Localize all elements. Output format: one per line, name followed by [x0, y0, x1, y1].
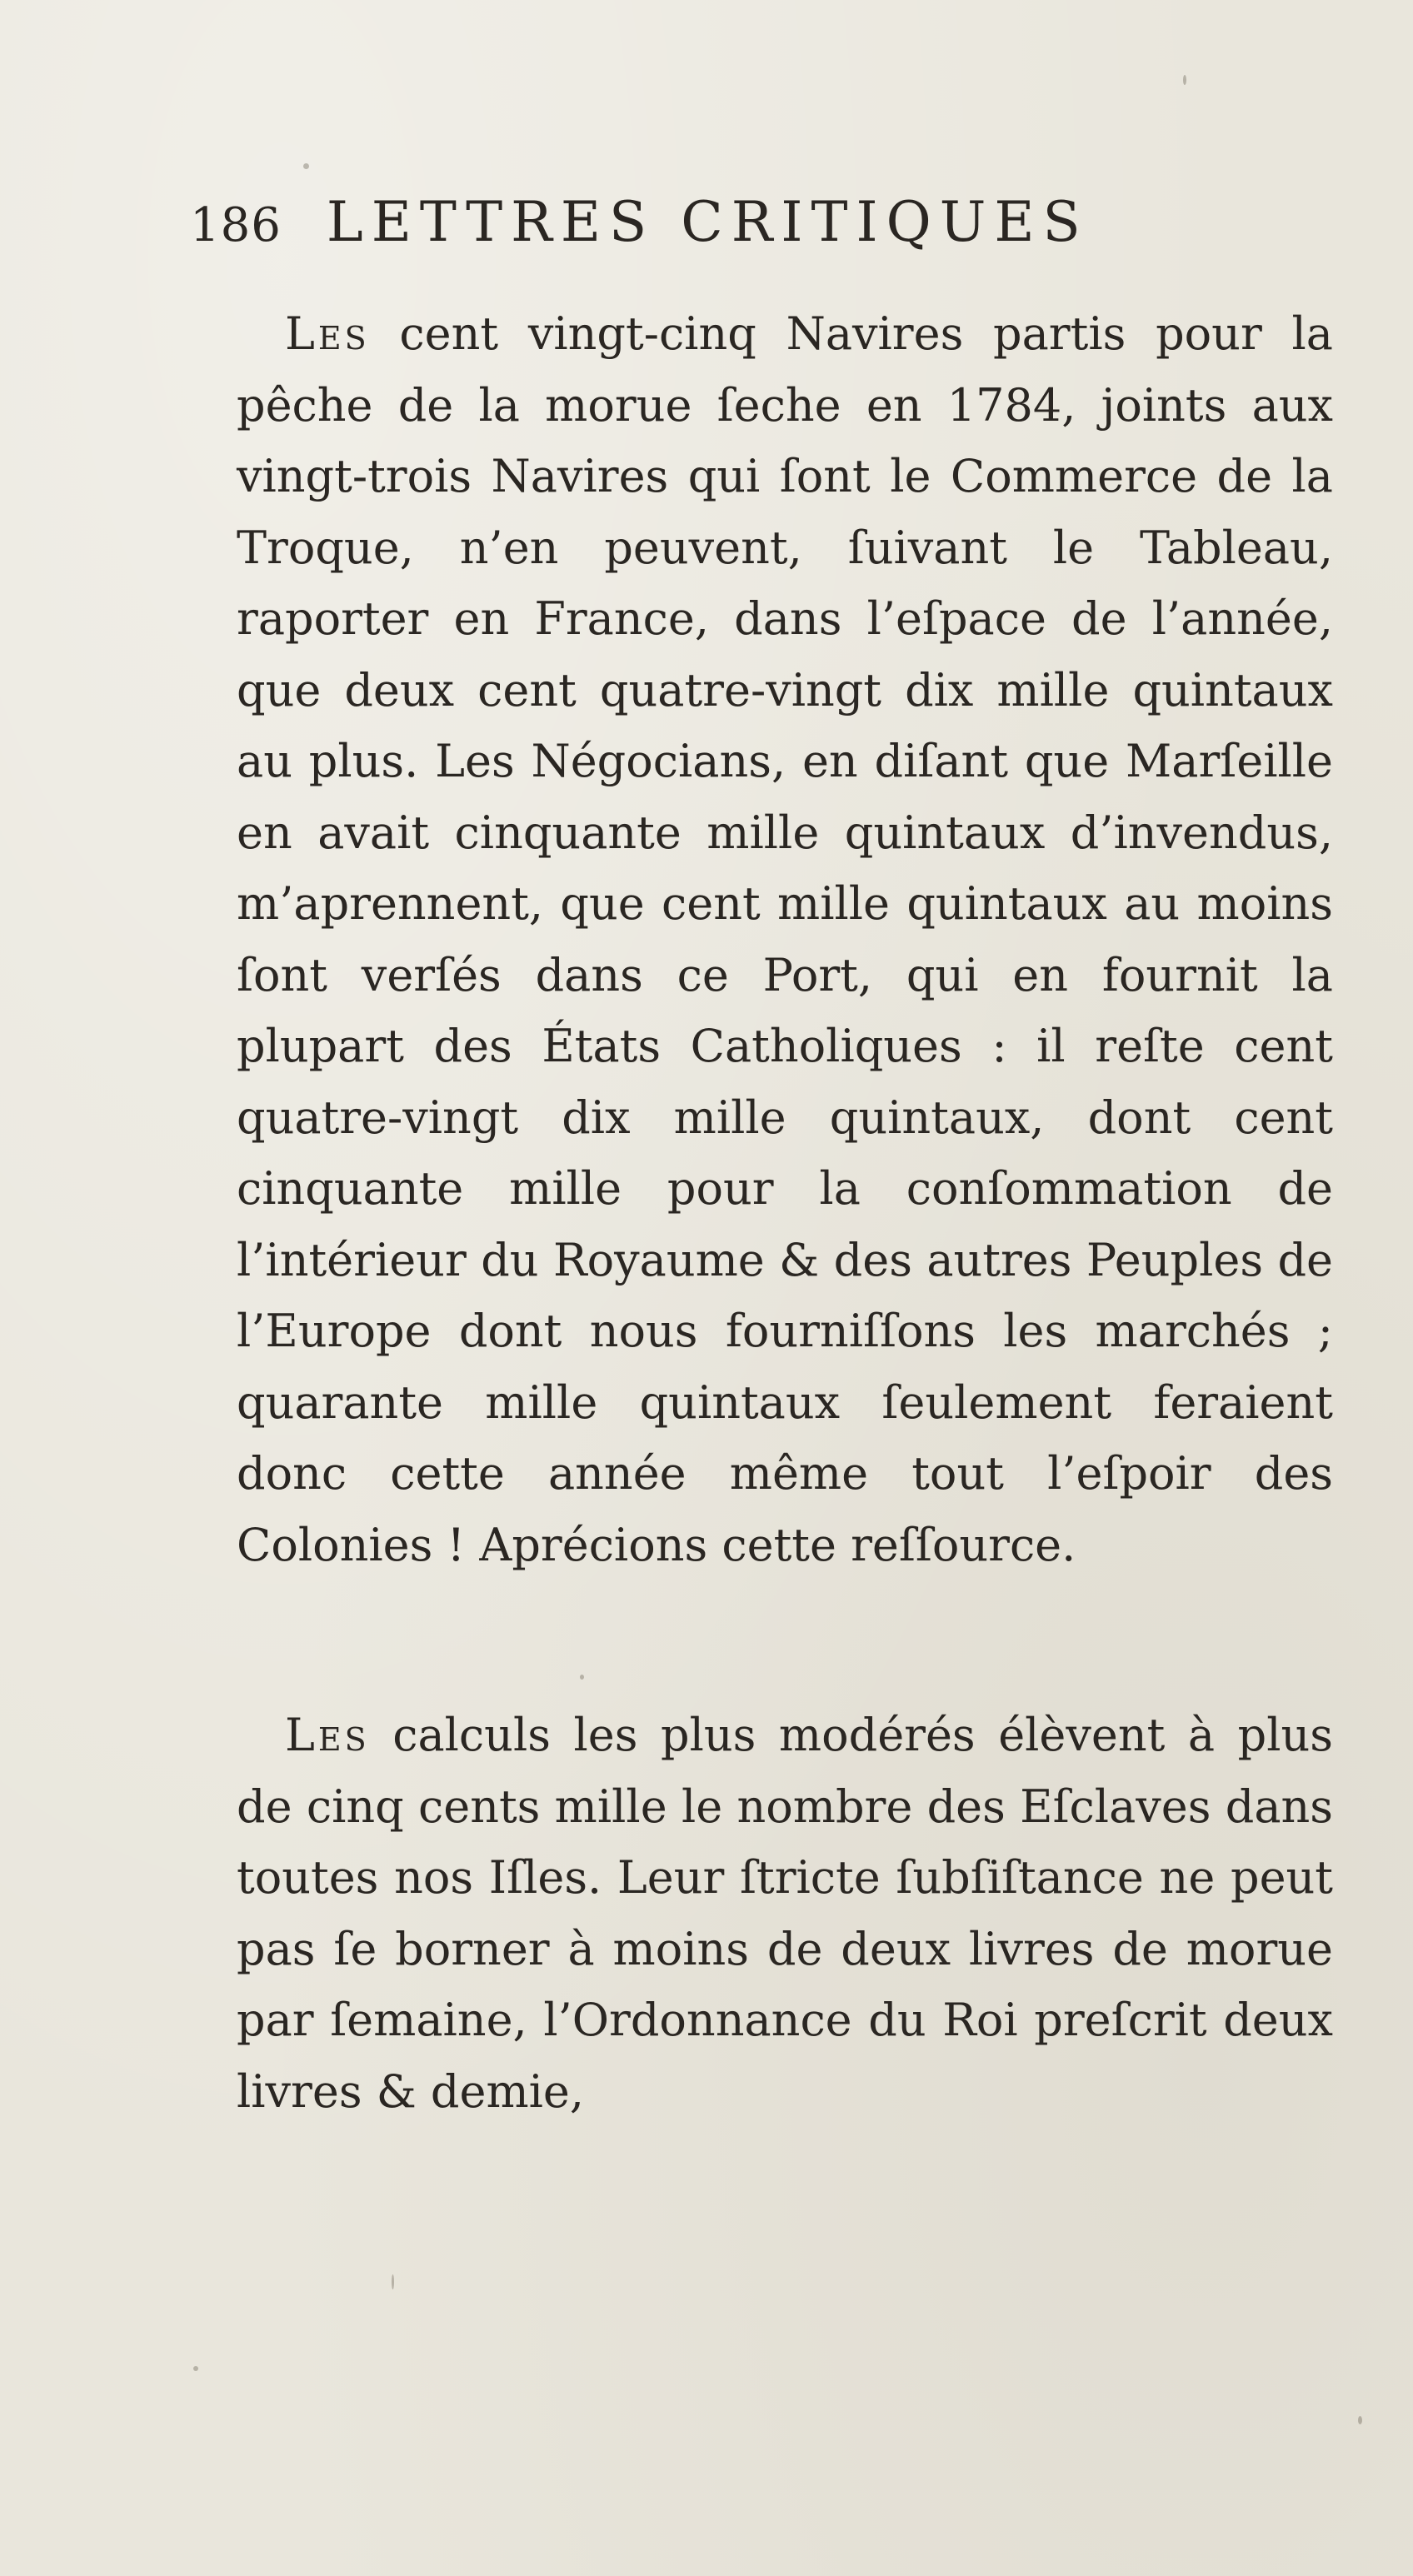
paragraph-2-lead: Les [285, 1709, 370, 1761]
ink-speck [303, 163, 309, 169]
ink-speck [1183, 75, 1186, 85]
ink-speck [580, 1675, 584, 1680]
paragraph-1 [237, 298, 1333, 1580]
ink-speck [1358, 2416, 1362, 2424]
paragraph-2-text: calculs les plus modérés élèvent à plus de cinq cents mille le nombre des Eſclaves dans toutes nos Iſles. Leur ſtricte ſubſiſtance ne peut pas ſe borner à moins de deux livres de morue par ſemaine, l’Ordonnance du Roi preſcrit deux livres & demie, [237, 1709, 1333, 2118]
page-number: 186 [190, 198, 282, 252]
paragraph-1-lead: Les [285, 307, 370, 360]
ink-speck [392, 2274, 394, 2289]
paragraph-2 [237, 1700, 1333, 2127]
paragraph-2-block [237, 1700, 1333, 2127]
paragraph-1-text: cent vingt-cinq Navires partis pour la pêche de la morue ſeche en 1784, joints aux vingt-trois Navires qui ſont le Commerce de la Troque, n’en peuvent, ſuivant le Tableau, raporter en France, dans l’eſpace de l’année, que deux cent quatre-vingt dix mille quintaux au plus. Les Négocians, en diſant que Marſeille en avait cinquante mille quintaux d’invendus, m’aprennent, que cent mille quintaux au moins ſont verſés dans ce Port, qui en fournit la plupart des États Catholiques : il reſte cent quatre-vingt dix mille quintaux, dont cent cinquante mille pour la conſommation de l’intérieur du Royaume & des autres Peuples de l’Europe dont nous fourniſſons les marchés ; quarante mille quintaux ſeulement feraient donc cette année même tout l’eſpoir des Colonies ! Aprécions cette reſſource. [237, 307, 1333, 1571]
running-head [190, 190, 1265, 257]
ink-speck [193, 2366, 198, 2371]
running-title: LETTRES CRITIQUES [326, 190, 1089, 254]
paragraph-1-block [237, 298, 1333, 1580]
